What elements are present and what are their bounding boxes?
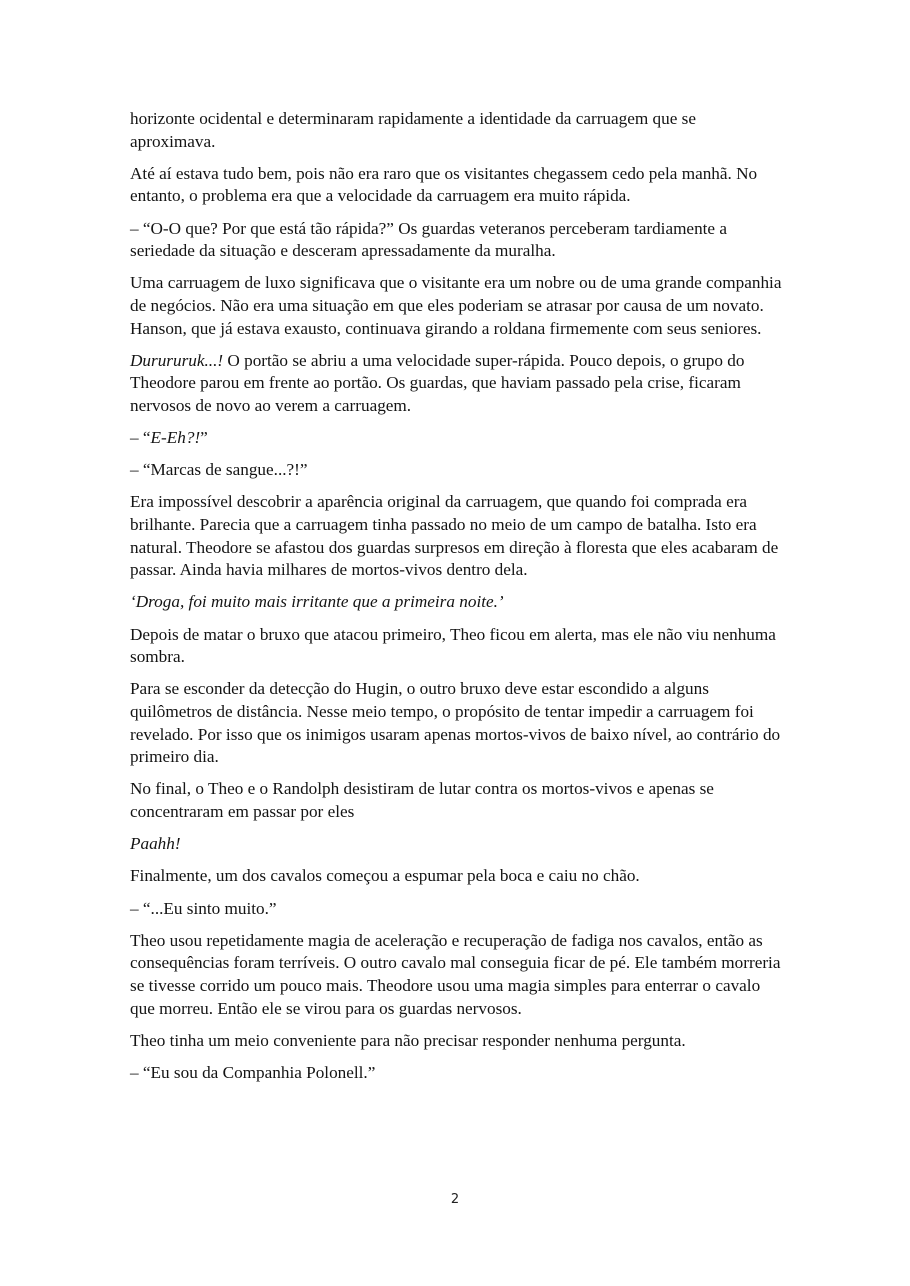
paragraph: Para se esconder da detecção do Hugin, o outro bruxo deve estar escondido a alguns quilômetros de distância. Nesse meio tempo, o propósito de tentar impedir a carruagem foi revelado. Por isso que os inimigos usaram apenas mortos-vivos de baixo nível, ao contrário do primeiro dia.	[130, 679, 781, 767]
paragraph: Finalmente, um dos cavalos começou a espumar pela boca e caiu no chão.	[130, 866, 640, 886]
paragraph: Depois de matar o bruxo que atacou primeiro, Theo ficou em alerta, mas ele não viu nenhuma sombra.	[130, 624, 776, 667]
thought-text: ‘Droga, foi muito mais irritante que a primeira noite.’	[130, 592, 504, 612]
dialogue-close: ”	[200, 428, 208, 448]
paragraph: horizonte ocidental e determinaram rapidamente a identidade da carruagem que se aproximava.	[130, 109, 696, 151]
paragraph: Theo tinha um meio conveniente para não precisar responder nenhuma pergunta.	[130, 1030, 686, 1050]
paragraph-text: O portão se abriu a uma velocidade super-rápida. Pouco depois, o grupo do Theodore parou em frente ao portão. Os guardas, que haviam passado pela crise, ficaram nervosos de novo ao verem a carruagem.	[130, 350, 745, 415]
sound-effect: Durururuk...!	[130, 350, 224, 370]
sound-effect-paragraph	[130, 833, 782, 856]
dialogue-paragraph: – “O-O que? Por que está tão rápida?” Os guardas veteranos perceberam tardiamente a seriedade da situação e desceram apressadamente da muralha.	[130, 218, 727, 261]
page-number: 2	[450, 1192, 460, 1207]
dialogue-paragraph: – “Marcas de sangue...?!”	[130, 460, 308, 480]
sound-effect: Paahh!	[130, 834, 181, 854]
paragraph	[130, 350, 782, 418]
dialogue-italic: E-Eh?!	[150, 428, 201, 448]
dialogue-paragraph	[130, 427, 782, 450]
document-body	[130, 108, 782, 1094]
paragraph: Era impossível descobrir a aparência original da carruagem, que quando foi comprada era brilhante. Parecia que a carruagem tinha passado no meio de um campo de batalha. Isto era natural. Theodore se afastou dos guardas surpresos em direção à floresta que eles acabaram de passar. Ainda havia milhares de mortos-vivos dentro dela.	[130, 492, 779, 580]
paragraph: Uma carruagem de luxo significava que o visitante era um nobre ou de uma grande companhia de negócios. Não era uma situação em que eles poderiam se atrasar por causa de um novato. Hanson, que já estava exausto, continuava girando a roldana firmemente com seus seniores.	[130, 273, 782, 338]
paragraph: Theo usou repetidamente magia de aceleração e recuperação de fadiga nos cavalos, então as consequências foram terríveis. O outro cavalo mal conseguia ficar de pé. Ele também morreria se tivesse corrido um pouco mais. Theodore usou uma magia simples para enterrar o cavalo que morreu. Então ele se virou para os guardas nervosos.	[130, 930, 781, 1018]
dialogue-paragraph: – “Eu sou da Companhia Polonell.”	[130, 1062, 376, 1082]
thought-paragraph	[130, 591, 782, 614]
dialogue-open: – “	[130, 428, 151, 448]
paragraph: Até aí estava tudo bem, pois não era raro que os visitantes chegassem cedo pela manhã. No entanto, o problema era que a velocidade da carruagem era muito rápida.	[130, 163, 758, 206]
dialogue-paragraph: – “...Eu sinto muito.”	[130, 898, 277, 918]
paragraph: No final, o Theo e o Randolph desistiram de lutar contra os mortos-vivos e apenas se concentraram em passar por eles	[130, 779, 714, 821]
